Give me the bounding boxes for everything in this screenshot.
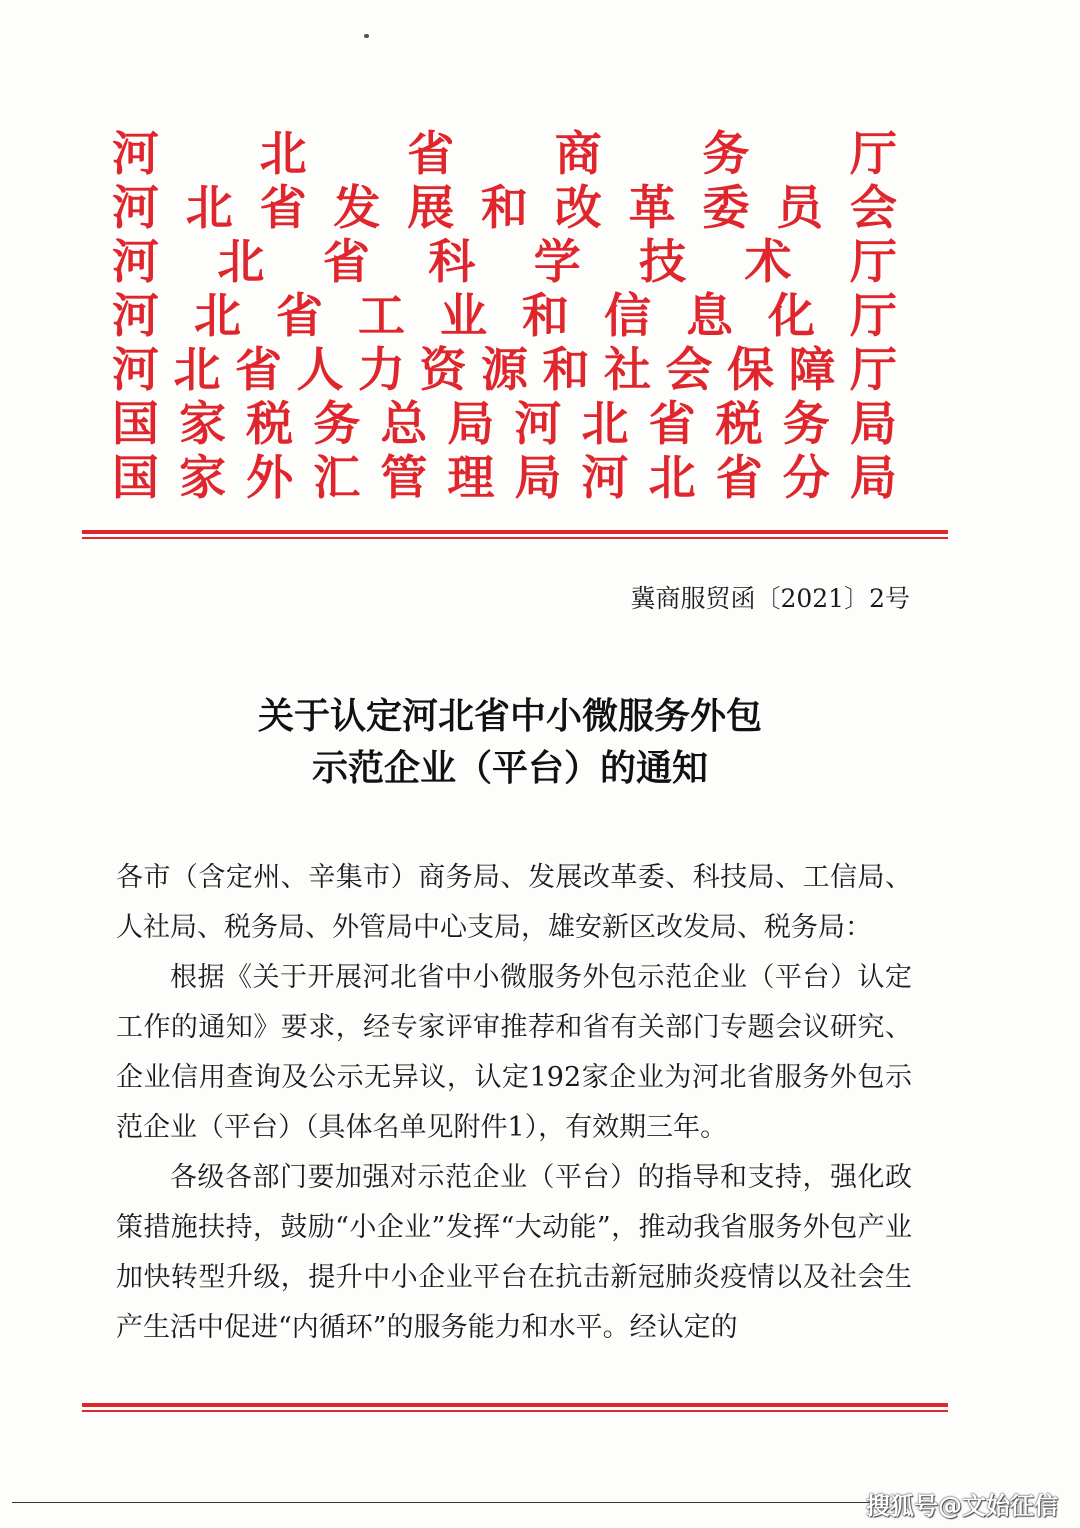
watermark: 搜狐号@文始征信	[866, 1492, 1058, 1520]
issuer-name: 河 北 省 商 务 厅	[112, 127, 897, 182]
issuer-name: 河 北 省 科 学 技 术 厅	[112, 235, 897, 290]
issuer-name: 河 北 省 人 力 资 源 和 社 会 保 障 厅	[112, 343, 897, 398]
addressee: 各市（含定州、辛集市）商务局、发展改革委、科技局、工信局、人社局、税务局、外管局中心支局，雄安新区改发局、税务局：	[116, 862, 912, 943]
issuer-name: 国 家 税 务 总 局 河 北 省 税 务 局	[112, 397, 897, 452]
scan-speck	[364, 34, 369, 38]
body-paragraph: 根据《关于开展河北省中小微服务外包示范企业（平台）认定工作的通知》要求，经专家评审推荐和省有关部门专题会议研究、企业信用查询及公示无异议，认定192家企业为河北省服务外包示范企业（平台）（具体名单见附件1），有效期三年。	[116, 962, 912, 1143]
body-paragraph: 各级各部门要加强对示范企业（平台）的指导和支持，强化政策措施扶持，鼓励“小企业”发挥“大动能”，推动我省服务外包产业加快转型升级，提升中小企业平台在抗击新冠肺炎疫情以及社会生产生活中促进“内循环”的服务能力和水平。经认定的	[116, 1162, 912, 1343]
issuer-name: 河 北 省 工 业 和 信 息 化 厅	[112, 289, 897, 344]
issuer-letterhead	[112, 128, 897, 506]
document-body	[116, 853, 912, 1353]
document-title-line-2: 示范企业（平台）的通知	[311, 747, 708, 789]
issuer-name: 河 北 省 发 展 和 改 革 委 员 会	[112, 181, 897, 236]
footer-red-rule	[82, 1403, 948, 1412]
page-edge-line	[12, 1502, 872, 1503]
document-number: 冀商服贸函〔2021〕2号	[630, 584, 910, 613]
issuer-name: 国 家 外 汇 管 理 局 河 北 省 分 局	[112, 451, 897, 506]
letterhead-red-rule	[82, 530, 948, 539]
document-title-line-1: 关于认定河北省中小微服务外包	[257, 695, 762, 737]
